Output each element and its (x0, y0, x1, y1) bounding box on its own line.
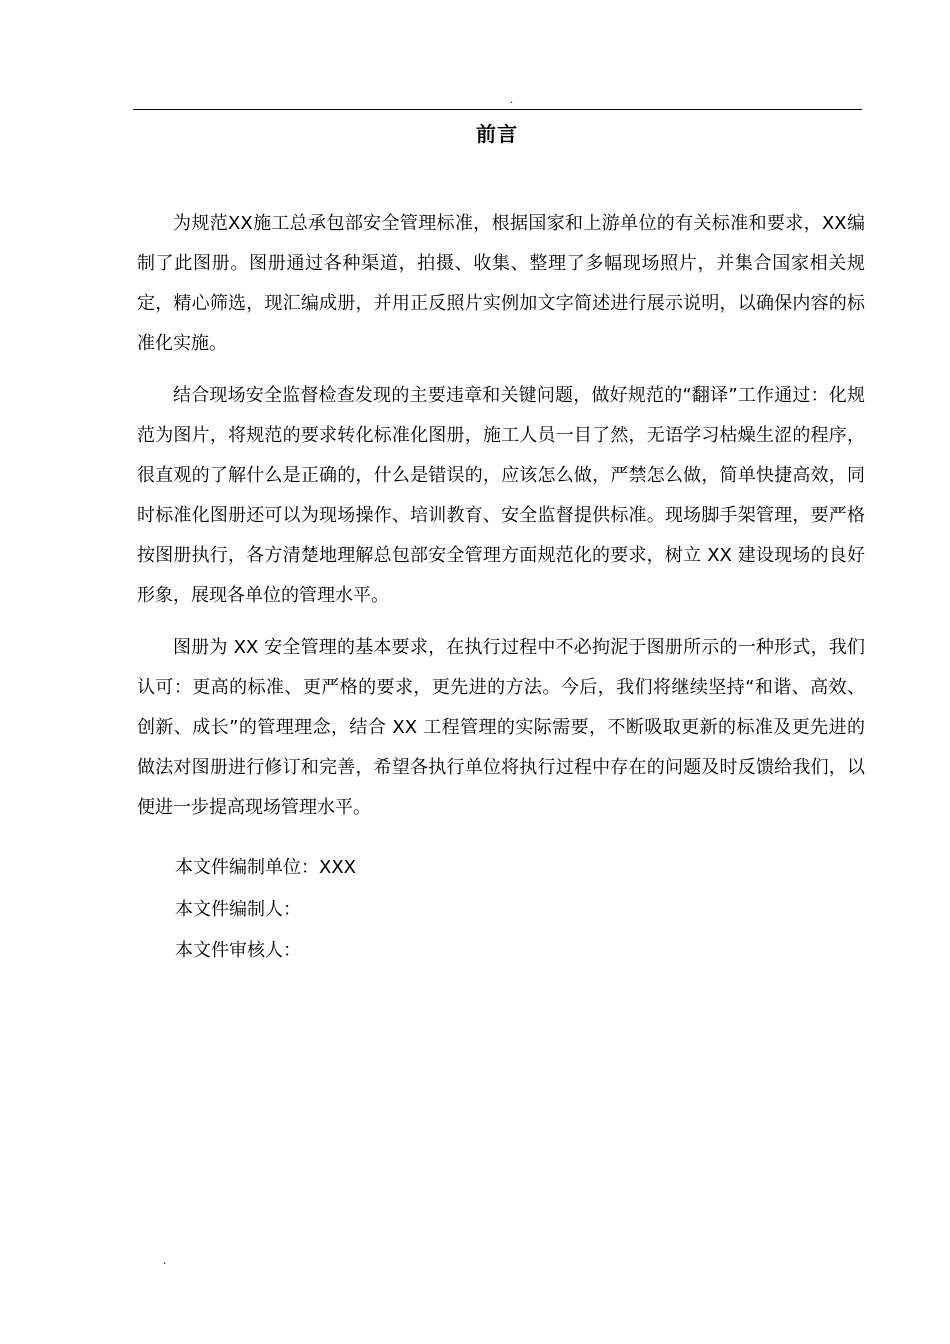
paragraph-2: 结合现场安全监督检查发现的主要违章和关键问题，做好规范的“翻译”工作通过：化规范为图片，将规范的要求转化标准化图册，施工人员一目了然，无语学习枯燥生涩的程序，很直观的了解什么是正确的，什么是错误的，应该怎么做，严禁怎么做，简单快捷高效，同时标准化图册还可以为现场操作、培训教育、安全监督提供标准。现场脚手架管理，要严格按图册执行，各方清楚地理解总包部安全管理方面规范化的要求，树立 XX 建设现场的良好形象，展现各单位的管理水平。 (137, 385, 865, 606)
header-mark: . (510, 95, 514, 106)
preface-body (137, 204, 865, 840)
signature-unit: 本文件编制单位：XXX (175, 857, 356, 878)
signature-reviewer: 本文件审核人： (175, 940, 301, 961)
paragraph-3: 图册为 XX 安全管理的基本要求，在执行过程中不必拘泥于图册所示的一种形式，我们认可：更高的标准、更严格的要求，更先进的方法。今后，我们将继续坚持“和谐、高效、创新、成长”的管理理念，结合 XX 工程管理的实际需要，不断吸取更新的标准及更先进的做法对图册进行修订和完善，希望各执行单位将执行过程中存在的问题及时反馈给我们，以便进一步提高现场管理水平。 (137, 637, 865, 818)
footer-mark: . (163, 1256, 167, 1267)
header-rule (133, 109, 862, 110)
signature-editor: 本文件编制人： (175, 899, 301, 920)
page-title: 前言 (476, 122, 518, 146)
paragraph-1: 为规范XX施工总承包部安全管理标准，根据国家和上游单位的有关标准和要求，XX编制了此图册。图册通过各种渠道，拍摄、收集、整理了多幅现场照片，并集合国家相关规定，精心筛选，现汇编成册，并用正反照片实例加文字简述进行展示说明，以确保内容的标准化实施。 (137, 213, 865, 354)
